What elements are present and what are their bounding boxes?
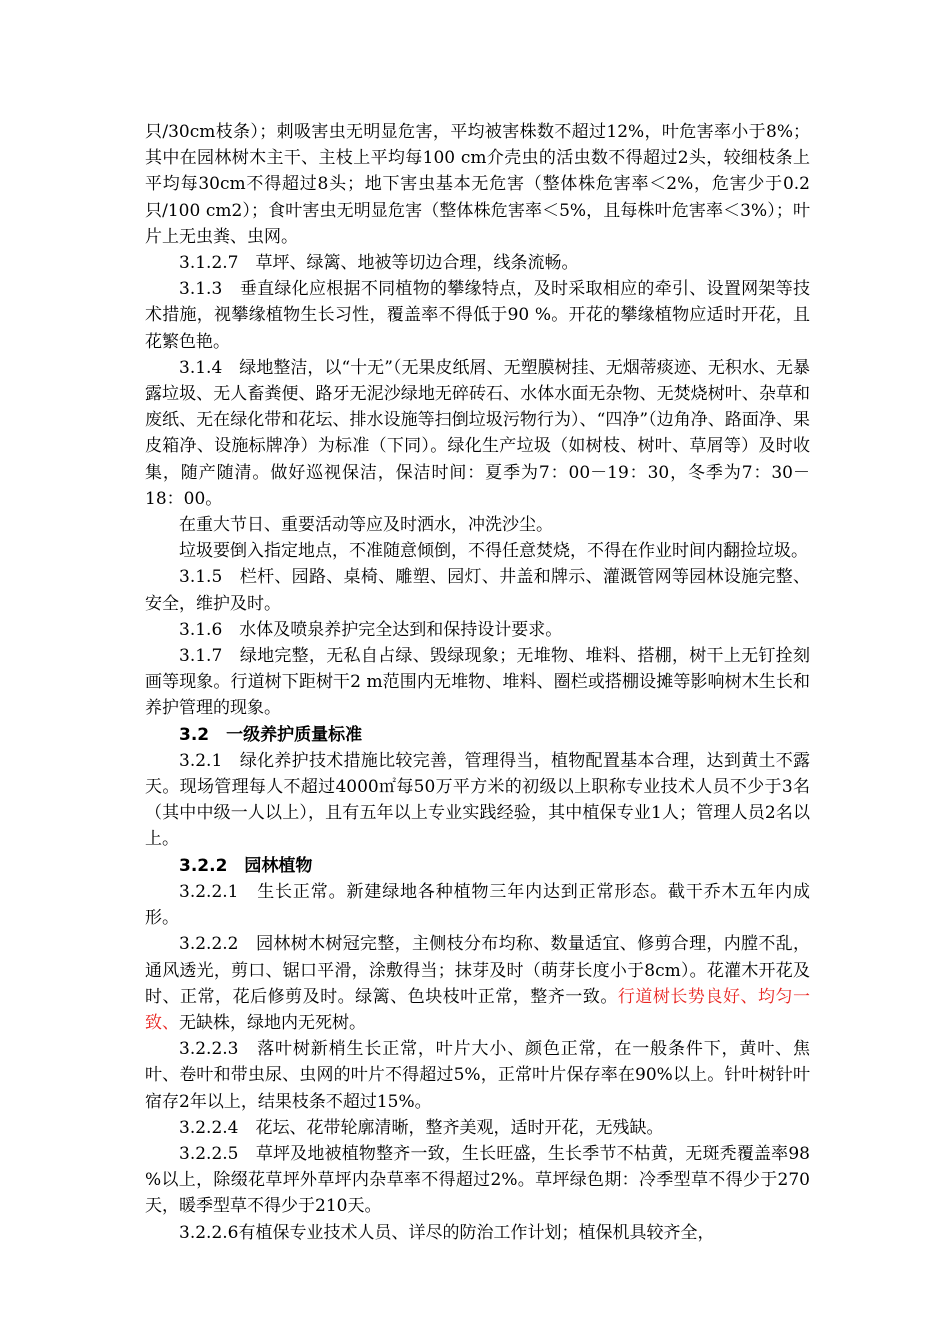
paragraph-3-2-2-4: 3.2.2.4 花坛、花带轮廓清晰，整齐美观，适时开花，无残缺。 (179, 1117, 664, 1138)
paragraph-3-1-4: 3.1.4 绿地整洁，以“十无”（无果皮纸屑、无塑膜树挂、无烟蒂痰迹、无积水、无暴露垃圾、无人畜粪便、路牙无泥沙绿地无碎砖石、水体水面无杂物、无焚烧树叶、杂草和废纸、无在绿化带和花坛、排水设施等扫倒垃圾污物行为）、“四净”（边角净、路面净、果皮箱净、设施标牌净）为标准（下同）。绿化生产垃圾（如树枝、树叶、草屑等）及时收集，随产随清。做好巡视保洁，保洁时间：夏季为7：00－19：30，冬季为7：30－18：00。 (145, 357, 810, 509)
paragraph-3-1-7: 3.1.7 绿地完整，无私自占绿、毁绿现象；无堆物、堆料、搭棚，树干上无钉拴刻画等现象。行道树下距树干2 m范围内无堆物、堆料、圈栏或搭棚设摊等影响树木生长和养护管理的现象。 (145, 646, 810, 719)
highlighted-text: 行道树长势良好、均匀一致、 (145, 986, 811, 1033)
paragraph-3-2-2-2-main: 3.2.2.2 园林树木树冠完整，主侧枝分布均称、数量适宜、修剪合理，内膛不乱，通风透光，剪口、锯口平滑，涂敷得当；抹芽及时（萌芽长度小于8cm）。花灌木开花及时、正常，花后修剪及时。绿篱、色块枝叶正常，整齐一致。 (145, 934, 810, 1007)
paragraph-3-2-2-5: 3.2.2.5 草坪及地被植物整齐一致，生长旺盛，生长季节不枯黄，无斑秃覆盖率98 %以上，除缀花草坪外草坪内杂草率不得超过2%。草坪绿色期：冷季型草不得少于270天，暖季型草不得少于210天。 (145, 1143, 810, 1217)
paragraph-3-2-1: 3.2.1 绿化养护技术措施比较完善，管理得当，植物配置基本合理，达到黄土不露天。现场管理每人不超过4000㎡每50万平方米的初级以上职称专业技术人员不少于3名（其中中级一人以上），且有五年以上专业实践经验，其中植保专业1人；管理人员2名以上。 (145, 750, 810, 850)
paragraph-3-1-6: 3.1.6 水体及喷泉养护完全达到和保持设计要求。 (179, 619, 563, 640)
paragraph-3-2-2-6: 3.2.2.6有植保专业技术人员、详尽的防治工作计划；植保机具较齐全， (179, 1222, 715, 1243)
paragraph-watering: 在重大节日、重要活动等应及时洒水，冲洗沙尘。 (179, 515, 553, 536)
paragraph-3-1-5: 3.1.5 栏杆、园路、桌椅、雕塑、园灯、井盖和牌示、灌溉管网等园林设施完整、安全，维护及时。 (145, 567, 810, 614)
paragraph-3-2-2-2 (145, 931, 810, 1036)
paragraph-3-1-2-7: 3.1.2.7 草坪、绿篱、地被等切边合理，线条流畅。 (179, 253, 579, 274)
paragraph-garbage: 垃圾要倒入指定地点，不准随意倾倒，不得任意焚烧，不得在作业时间内翻捡垃圾。 (179, 541, 808, 562)
paragraph-3-2-2-2-tail: 无缺株，绿地内无死树。 (179, 1012, 366, 1033)
section-heading-3-2: 3.2 一级养护质量标准 (179, 724, 363, 745)
paragraph-3-2-2-3: 3.2.2.3 落叶树新梢生长正常，叶片大小、颜色正常，在一般条件下，黄叶、焦叶、卷叶和带虫尿、虫网的叶片不得超过5%，正常叶片保存率在90%以上。针叶树针叶宿存2年以上，结果枝条不超过15%。 (145, 1039, 810, 1112)
paragraph-3-1-3: 3.1.3 垂直绿化应根据不同植物的攀缘特点，及时采取相应的牵引、设置网架等技术措施，视攀缘植物生长习性，覆盖率不得低于90 %。开花的攀缘植物应适时开花，且花繁色艳。 (145, 279, 810, 352)
section-heading-3-2-2: 3.2.2 园林植物 (179, 855, 313, 876)
paragraph-3-2-2-1: 3.2.2.1 生长正常。新建绿地各种植物三年内达到正常形态。截干乔木五年内成形。 (145, 881, 810, 929)
document-body (145, 119, 810, 1246)
paragraph-pest-standards: 只/30cm枝条）；刺吸害虫无明显危害，平均被害株数不超过12%，叶危害率小于8%；其中在园林树木主干、主枝上平均每100 cm介壳虫的活虫数不得超过2头，较细枝条上平均每30cm不得超过8头；地下害虫基本无危害（整体株危害率＜2%，危害少于0.2只/100 cm2）；食叶害虫无明显危害（整体株危害率＜5%，且每株叶危害率＜3%）；叶片上无虫粪、虫网。 (145, 122, 810, 247)
